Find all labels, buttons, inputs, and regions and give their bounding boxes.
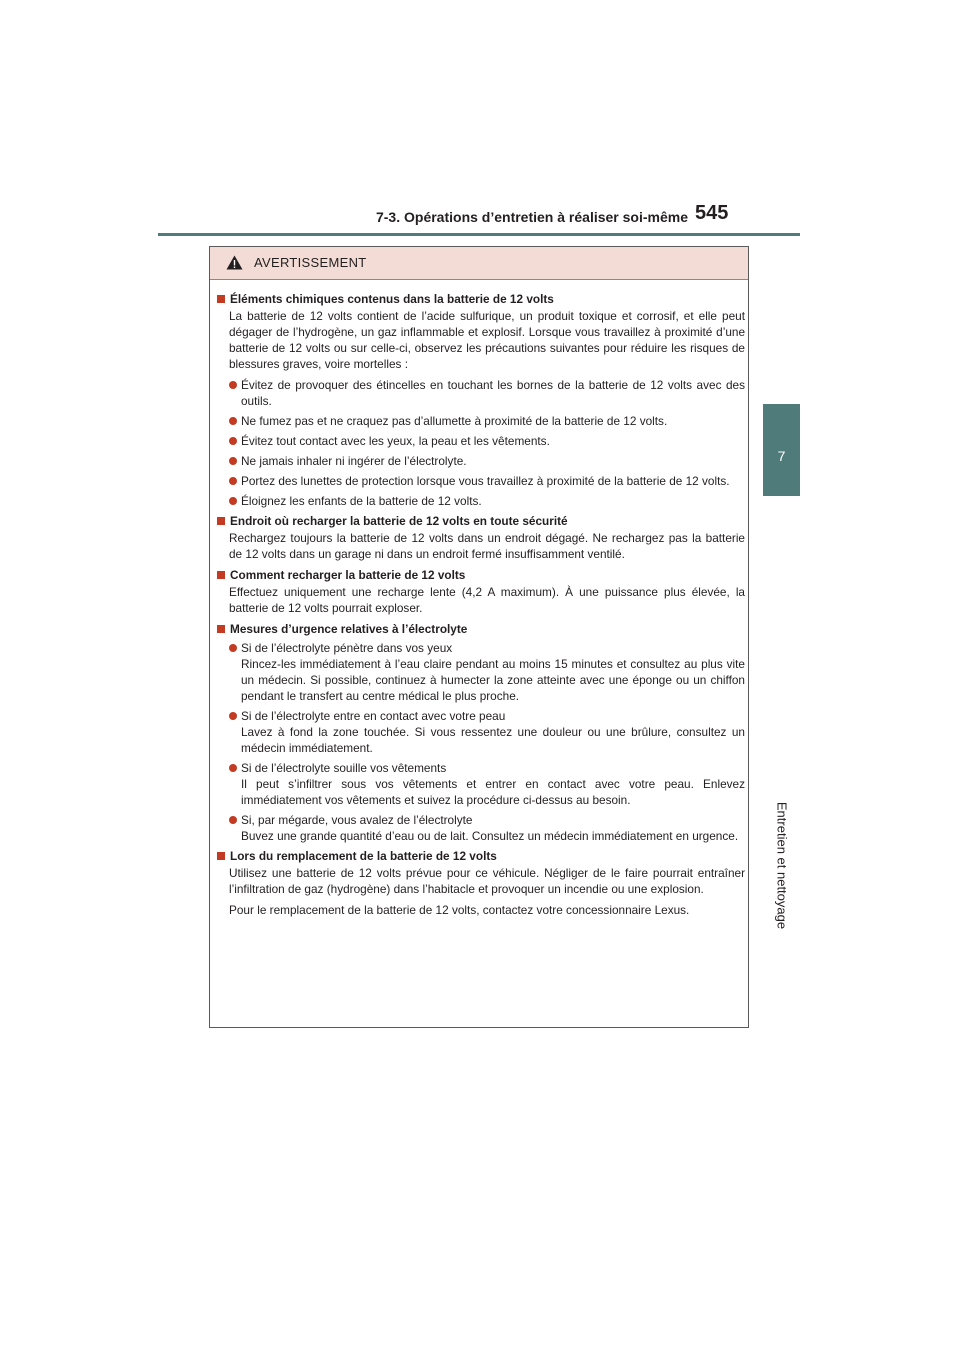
list-item: Éloignez les enfants de la batterie de 12 volts. <box>229 493 745 509</box>
warning-title: AVERTISSEMENT <box>254 255 367 270</box>
list-item: Si de l’électrolyte souille vos vêtements Il peut s’infiltrer sous vos vêtements et entrer en contact avec votre peau. Enlevez immédiatement vos vêtements et suivez la procédure ci-dessus au besoin. <box>229 760 745 808</box>
square-bullet-icon <box>217 625 225 633</box>
round-bullet-icon <box>229 816 237 824</box>
section-battery-chemicals <box>217 291 745 509</box>
paragraph: Rechargez toujours la batterie de 12 volts dans un endroit dégagé. Ne rechargez pas la batterie de 12 volts dans un garage ni dans un endroit fermé insuffisamment ventilé. <box>229 531 745 561</box>
warning-triangle-icon <box>226 255 243 270</box>
page-number: 545 <box>695 202 729 224</box>
paragraph: Pour le remplacement de la batterie de 12 volts, contactez votre concessionnaire Lexus. <box>229 903 690 917</box>
list-item: Évitez de provoquer des étincelles en touchant les bornes de la batterie de 12 volts avec des outils. <box>229 377 745 409</box>
section-battery-replacement <box>217 848 745 918</box>
round-bullet-icon <box>229 764 237 772</box>
paragraph: Utilisez une batterie de 12 volts prévue pour ce véhicule. Négliger de le faire pourrait entraîner l’infiltration de gaz (hydrogène) dans l’habitacle et provoquer un incendie ou une explosion. <box>229 866 745 896</box>
list-item: Ne fumez pas et ne craquez pas d’allumette à proximité de la batterie de 12 volts. <box>229 413 745 429</box>
list-item: Portez des lunettes de protection lorsque vous travaillez à proximité de la batterie de 12 volts. <box>229 473 745 489</box>
square-bullet-icon <box>217 517 225 525</box>
list-item: Ne jamais inhaler ni ingérer de l’électrolyte. <box>229 453 745 469</box>
round-bullet-icon <box>229 477 237 485</box>
round-bullet-icon <box>229 457 237 465</box>
list-item: Si, par mégarde, vous avalez de l’électrolyte Buvez une grande quantité d’eau ou de lait. Consultez un médecin immédiatement en urgence. <box>229 812 745 844</box>
round-bullet-icon <box>229 644 237 652</box>
square-bullet-icon <box>217 571 225 579</box>
section-safe-charging-location <box>217 513 745 562</box>
list-item: Si de l’électrolyte pénètre dans vos yeux Rincez-les immédiatement à l’eau claire pendant au moins 15 minutes et consultez au plus vite un médecin. Si possible, continuez à humecter la zone atteinte avec une éponge ou un chiffon pendant le transfert au centre médical le plus proche. <box>229 640 745 704</box>
paragraph: La batterie de 12 volts contient de l’acide sulfurique, un produit toxique et corrosif, et elle peut dégager de l’hydrogène, un gaz inflammable et explosif. Lorsque vous travaillez à proximité d’une batterie de 12 volts ou sur celle-ci, observez les précautions suivantes pour réduire les risques de blessures graves, voire mortelles : <box>229 309 745 371</box>
chapter-number: 7 <box>777 448 786 464</box>
chapter-tab[interactable] <box>763 404 800 496</box>
section-emergency-measures <box>217 621 745 844</box>
section-heading: Lors du remplacement de la batterie de 12 volts <box>217 848 745 864</box>
square-bullet-icon <box>217 295 225 303</box>
round-bullet-icon <box>229 712 237 720</box>
warning-header <box>210 247 748 280</box>
chapter-label: Entretien et nettoyage <box>774 801 790 930</box>
paragraph: Effectuez uniquement une recharge lente (4,2 A maximum). À une puissance plus élevée, la batterie de 12 volts pourrait exploser. <box>229 585 745 615</box>
header-rule <box>158 233 800 236</box>
square-bullet-icon <box>217 852 225 860</box>
round-bullet-icon <box>229 437 237 445</box>
round-bullet-icon <box>229 381 237 389</box>
section-heading: Endroit où recharger la batterie de 12 volts en toute sécurité <box>217 513 745 529</box>
section-how-to-charge <box>217 567 745 616</box>
round-bullet-icon <box>229 497 237 505</box>
list-item: Évitez tout contact avec les yeux, la peau et les vêtements. <box>229 433 745 449</box>
section-heading: Éléments chimiques contenus dans la batterie de 12 volts <box>217 291 745 307</box>
round-bullet-icon <box>229 417 237 425</box>
section-title: 7-3. Opérations d’entretien à réaliser soi-même <box>375 209 688 225</box>
list-item: Si de l’électrolyte entre en contact avec votre peau Lavez à fond la zone touchée. Si vous ressentez une douleur ou une brûlure, consultez un médecin immédiatement. <box>229 708 745 756</box>
warning-body <box>217 291 745 923</box>
section-heading: Comment recharger la batterie de 12 volts <box>217 567 745 583</box>
section-heading: Mesures d’urgence relatives à l’électrolyte <box>217 621 745 637</box>
warning-box <box>209 246 749 1028</box>
